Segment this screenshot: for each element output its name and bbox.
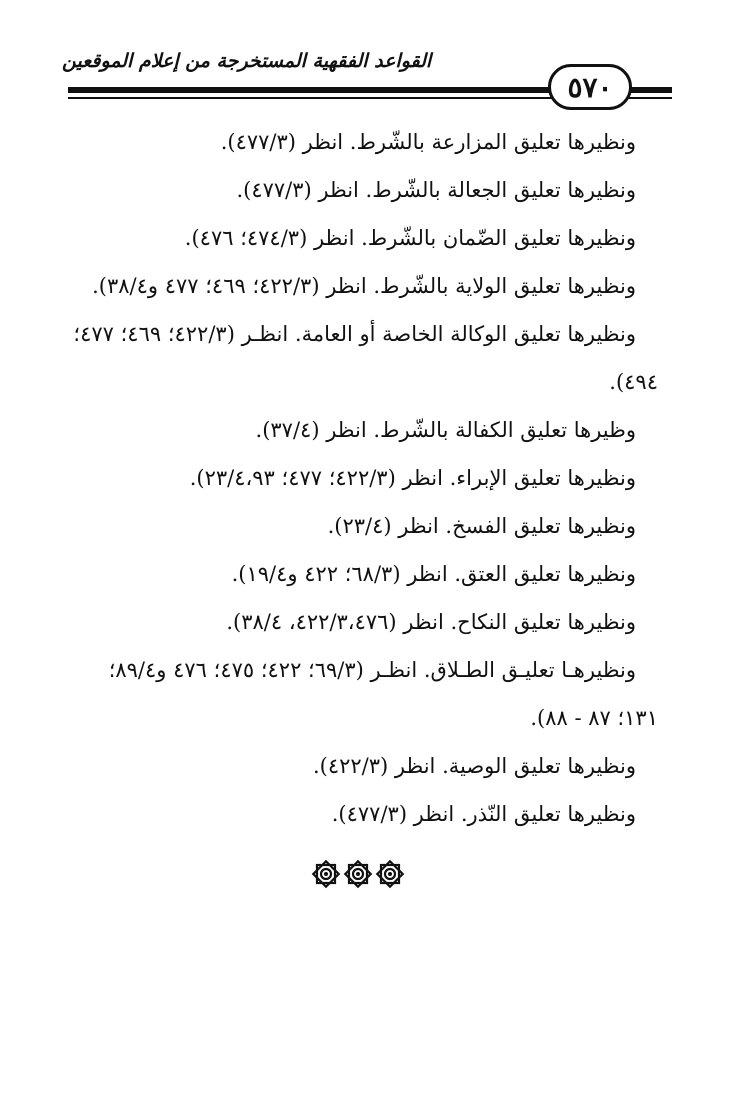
text-line: ونظيرها تعليق النكاح. انظر (٤٢٢/٣،٤٧٦، ٣٨/٤). xyxy=(226,610,636,634)
page-number-badge: ٥٧٠ xyxy=(548,64,632,110)
text-line: ونظيرها تعليق الإبراء. انظر (٤٢٢/٣؛ ٤٧٧؛ ٢٣/٤،٩٣). xyxy=(189,466,636,490)
octagram-ornament-icon xyxy=(310,858,342,890)
section-end-ornament xyxy=(310,858,406,894)
octagram-ornament-icon xyxy=(374,858,406,890)
text-line: ونظيرها تعليق المزارعة بالشّرط. انظر (٤٧٧/٣). xyxy=(220,130,636,154)
text-line: ونظيرها تعليق الولاية بالشّرط. انظر (٤٢٢/٣؛ ٤٦٩؛ ٤٧٧ و٣٨/٤). xyxy=(92,274,636,298)
text-line-continuation: ٤٩٤). xyxy=(609,370,658,394)
running-header-title: القواعد الفقهية المستخرجة من إعلام الموقعين xyxy=(62,50,432,72)
octagram-ornament-icon xyxy=(342,858,374,890)
text-line: وظيرها تعليق الكفالة بالشّرط. انظر (٣٧/٤). xyxy=(255,418,636,442)
text-line: ونظيرها تعليق النّذر. انظر (٤٧٧/٣). xyxy=(331,802,636,826)
text-line: ونظيرهـا تعليـق الطـلاق. انظـر (٦٩/٣؛ ٤٢٢؛ ٤٧٥؛ ٤٧٦ و٨٩/٤؛ xyxy=(108,658,636,682)
text-line: ونظيرها تعليق الوصية. انظر (٤٢٢/٣). xyxy=(312,754,636,778)
text-line: ونظيرها تعليق العتق. انظر (٦٨/٣؛ ٤٢٢ و١٩/٤). xyxy=(231,562,636,586)
body-text xyxy=(72,118,658,838)
text-line: ونظيرها تعليق الضّمان بالشّرط. انظر (٤٧٤/٣؛ ٤٧٦). xyxy=(184,226,636,250)
text-line-continuation: ١٣١؛ ٨٧ - ٨٨). xyxy=(530,706,658,730)
text-line: ونظيرها تعليق الوكالة الخاصة أو العامة. انظـر (٤٢٢/٣؛ ٤٦٩؛ ٤٧٧؛ xyxy=(73,322,636,346)
text-line: ونظيرها تعليق الجعالة بالشّرط. انظر (٤٧٧/٣). xyxy=(236,178,636,202)
text-line: ونظيرها تعليق الفسخ. انظر (٢٣/٤). xyxy=(327,514,636,538)
